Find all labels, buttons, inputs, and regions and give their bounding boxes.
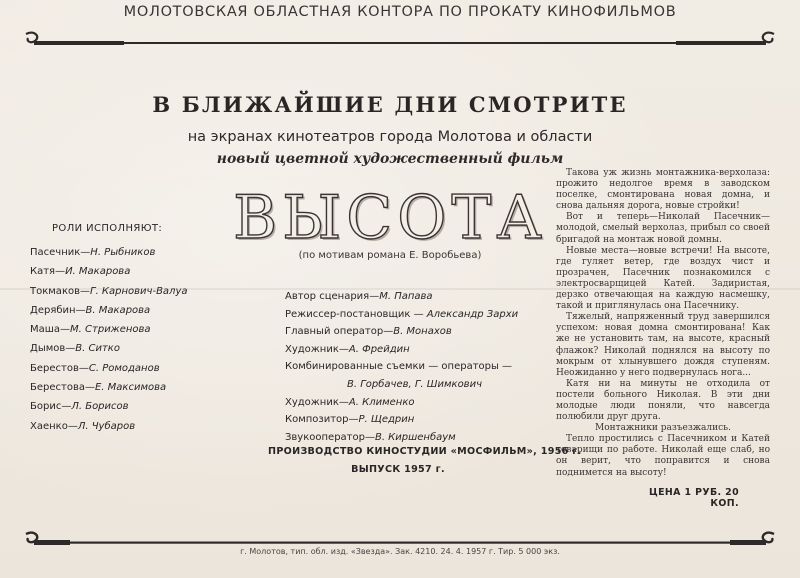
crew-item: Автор сценария—М. Папава [285, 291, 433, 302]
release-year: ВЫПУСК 1957 г. [351, 464, 445, 475]
crew-item: Художник—А. Фрейдин [285, 343, 410, 355]
crew-item: Режиссер-постановщик — Александр Зархи [285, 308, 519, 320]
cast-item: Пасечник—Н. Рыбников [30, 247, 156, 258]
synopsis-paragraph: Вот и теперь—Николай Пасечник—молодой, смелый верхолаз, прибыл со своей бригадой на монтаж новой домны. [556, 212, 770, 245]
imprint: г. Молотов, тип. обл. изд. «Звезда». Зак. 4210. 24. 4. 1957 г. Тир. 5 000 экз. [240, 547, 560, 556]
cast-heading: РОЛИ ИСПОЛНЯЮТ: [52, 223, 163, 234]
top-ornamental-rule [20, 28, 780, 50]
cast-item: Катя—И. Макарова [30, 266, 131, 278]
crew-list [285, 288, 525, 446]
cast-item: Маша—М. Стриженова [30, 324, 151, 336]
film-type: новый цветной художественный фильм [216, 151, 564, 167]
crew-item: Композитор—Р. Щедрин [285, 414, 415, 426]
crew-item: Художник—А. Клименко [285, 396, 415, 408]
production-studio: ПРОИЗВОДСТВО КИНОСТУДИИ «МОСФИЛЬМ», 1956 г. [268, 446, 582, 457]
subline: на экранах кинотеатров города Молотова и области [187, 129, 593, 145]
crew-item: Главный оператор—В. Монахов [285, 326, 452, 338]
headline: В БЛИЖАЙШИЕ ДНИ СМОТРИТЕ [152, 92, 628, 117]
synopsis-paragraph: Монтажники разъезжались. [595, 423, 731, 434]
film-title: ВЫСОТА [233, 183, 547, 253]
synopsis-paragraph: Новые места—новые встречи! На высоте, где гуляет ветер, где воздух чист и прозрачен, Пасечник познакомился с электросварщицей Катей. Задиристая, дерзко отвечающая на каждую насмешку, такой и приглянулась она Пасечнику. [556, 245, 770, 312]
synopsis-paragraph: Катя ни на минуты не отходила от постели больного Николая. В эти дни молодые люди поняли, что навсегда полюбили друг друга. [556, 378, 770, 423]
film-source: (по мотивам романа Е. Воробьева) [298, 250, 482, 261]
cast-item: Дымов—В. Ситко [30, 343, 120, 355]
synopsis-paragraph: Такова уж жизнь монтажника-верхолаза: прожито недолгое время в заводском поселке, смонтирована новая домна, и снова дальняя дорога, новые стройки! [556, 168, 770, 212]
cast-item: Берестова—Е. Максимова [30, 382, 167, 394]
combined-persons: В. Горбачев, Г. Шимкович [347, 378, 482, 390]
price: ЦЕНА 1 РУБ. 20 КОП. [649, 487, 739, 509]
combined-role: Комбинированные съемки — операторы — [285, 361, 513, 373]
synopsis-paragraph: Тепло простились с Пасечником и Катей товарищи по работе. Николай еще слаб, но он верит, что поправится и снова поднимется на высоту! [556, 434, 770, 478]
crew-item: Звукооператор—В. Киршенбаум [285, 431, 456, 443]
cast-item: Берестов—С. Ромоданов [30, 362, 160, 374]
cast-item: Дерябин—В. Макарова [30, 304, 151, 316]
cast-item: Хаенко—Л. Чубаров [30, 420, 136, 432]
cast-list [30, 243, 240, 436]
cast-item: Токмаков—Г. Карнович-Валуа [30, 285, 188, 297]
cast-item: Борис—Л. Борисов [30, 401, 129, 413]
crew-item-combined [285, 358, 525, 393]
synopsis [556, 168, 770, 479]
synopsis-paragraph: Тяжелый, напряженный труд завершился успехом: новая домна смонтирована! Как же не установить там, на высоте, красный флажок? Николай поднялся на высоту по мокрым от хлынувшего дождя ступеням. Неожиданно у него подвернулась нога... [556, 312, 770, 378]
organization-header: МОЛОТОВСКАЯ ОБЛАСТНАЯ КОНТОРА ПО ПРОКАТУ КИНОФИЛЬМОВ [123, 4, 677, 20]
